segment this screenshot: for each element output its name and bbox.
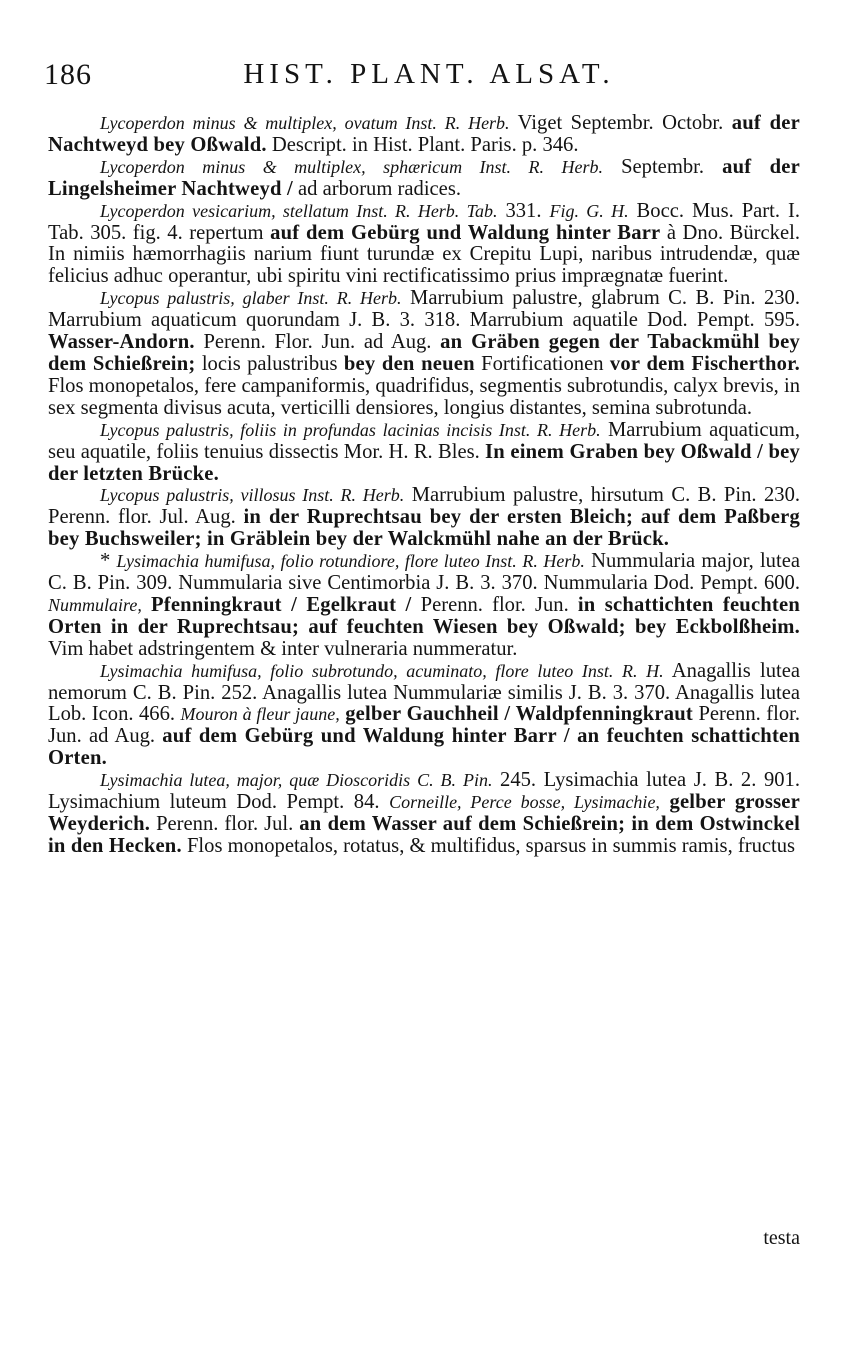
description-text: Marrubium aquaticum, seu aquatile, foliis tenuius dissectis Mor. H. R. Bles. (48, 418, 800, 463)
description-text: locis palustribus (195, 352, 344, 375)
german-locality-text: auf dem Gebürg und Waldung hinter Barr (270, 221, 661, 244)
german-locality-text: gelber Gauchheil / Waldpfenningkraut (345, 703, 693, 726)
running-title: HIST. PLANT. ALSAT. (243, 58, 615, 90)
german-locality-text: auf der Nachtweyd bey Oßwald. (48, 112, 800, 156)
description-text: à Dno. Bürckel. In nimiis hæmorrhagiis narium fiunt turundæ ex Crepitu Lupi, naribus intrudendæ, quæ felicius adhuc operantur, ubi spiritu vini rectificatissimo prius imprægnatæ fuerint. (48, 221, 800, 288)
species-name-text: Lysimachia humifusa, folio subrotundo, acuminato, flore luteo Inst. R. H. (100, 660, 664, 681)
description-text: Septembr. (602, 155, 723, 178)
description-text: Vim habet adstringentem & inter vulneraria nummeratur. (48, 637, 518, 660)
species-name-text: Lysimachia lutea, major, quæ Dioscoridis C. B. Pin. (100, 770, 493, 791)
species-name-text: Corneille, Perce bosse, Lysimachie, (389, 792, 660, 813)
species-name-text: Mouron à fleur jaune, (180, 704, 340, 725)
description-text: Perenn. Flor. Jun. ad Aug. (194, 331, 441, 354)
description-text: Perenn. flor. Jul. (150, 813, 300, 835)
botanical-entry (48, 201, 800, 289)
description-text: Flos monopetalos, fere campaniformis, quadrifidus, segmentis subrotundis, calyx brevis, in sex segmenta divisus acuta, verticilli densiores, longius distantes, semina subrotunda. (48, 374, 800, 419)
german-locality-text: Pfenningkraut / Egelkraut / (150, 593, 412, 616)
botanical-entry (48, 157, 800, 201)
entry-paragraph (48, 113, 800, 157)
description-text: 331. (497, 199, 550, 222)
botanical-entry (48, 420, 800, 486)
german-locality-text: vor dem Fischerthor. (609, 352, 800, 375)
entry-paragraph (48, 420, 800, 486)
species-name-text: Lycopus palustris, glaber Inst. R. Herb. (100, 288, 402, 309)
catchword: testa (763, 1227, 800, 1249)
description-text: Fortificationen (474, 352, 610, 375)
german-locality-text: bey den neuen (343, 352, 475, 375)
species-name-text: Lycoperdon minus & multiplex, sphæricum Inst. R. Herb. (100, 156, 603, 177)
german-locality-text: gelber grosser Weyderich. (48, 791, 800, 835)
entry-paragraph (48, 661, 800, 771)
description-text (142, 594, 151, 616)
species-name-text: Lycoperdon vesicarium, stellatum Inst. R. Herb. Tab. (100, 200, 498, 221)
species-name-text: Lycoperdon minus & multiplex, ovatum Inst. R. Herb. (100, 113, 510, 133)
description-text: Perenn. flor. Jun. (411, 593, 578, 616)
german-locality-text: in der Ruprechtsau bey der ersten Bleich; auf dem Paßberg bey Buchsweiler; in Gräblein bey der Walckmühl nahe an der Brück. (48, 506, 800, 551)
german-locality-text: Wasser-Andorn. (48, 331, 195, 354)
species-name-text: Nummulaire, (48, 594, 142, 615)
botanical-entry (48, 770, 800, 858)
botanical-entry (48, 551, 800, 661)
entry-paragraph (48, 201, 800, 289)
description-text: Nummularia major, lutea C. B. Pin. 309. Nummularia sive Centimorbia J. B. 3. 370. Nummularia Dod. Pempt. 600. (48, 550, 800, 595)
botanical-entry (48, 485, 800, 551)
page-number: 186 (44, 58, 92, 91)
body-text (48, 113, 800, 858)
german-locality-text: auf der Lingelsheimer Nachtweyd / (48, 155, 800, 200)
entry-paragraph (48, 770, 800, 858)
description-text: Perenn. flor. Jun. ad Aug. (48, 703, 800, 748)
entry-paragraph (48, 157, 800, 201)
entry-paragraph (48, 551, 800, 661)
botanical-entry (48, 661, 800, 771)
species-name-text: Lycopus palustris, foliis in profundas lacinias incisis Inst. R. Herb. (100, 419, 601, 440)
botanical-entry (48, 113, 800, 157)
species-name-text: Lycopus palustris, villosus Inst. R. Herb. (100, 485, 405, 506)
german-locality-text: an dem Wasser auf dem Schießrein; in dem Ostwinckel in den Hecken. (48, 813, 801, 857)
entry-paragraph (48, 485, 800, 551)
description-text: 245. Lysimachia lutea J. B. 2. 901. Lysimachium luteum Dod. Pempt. 84. (48, 769, 800, 814)
entry-paragraph (48, 288, 800, 419)
description-text: * (100, 550, 117, 573)
german-locality-text: auf dem Gebürg und Waldung hinter Barr / an feuchten schattichten Orten. (48, 725, 801, 770)
description-text: Descript. in Hist. Plant. Paris. p. 346. (266, 133, 579, 156)
page-header (44, 58, 814, 102)
description-text: Marrubium palustre, hirsutum C. B. Pin. 230. Perenn. flor. Jul. Aug. (48, 484, 801, 529)
description-text: Bocc. Mus. Part. I. Tab. 305. fig. 4. repertum (48, 199, 800, 244)
description-text: ad arborum radices. (292, 177, 461, 200)
description-text: Viget Septembr. Octobr. (509, 112, 732, 134)
description-text: Marrubium palustre, glabrum C. B. Pin. 230. Marrubium aquaticum quorundam J. B. 3. 318. Marrubium aquatile Dod. Pempt. 595. (48, 287, 800, 332)
german-locality-text: in schattichten feuchten Orten in der Ruprechtsau; auf feuchten Wiesen bey Oßwald; bey Eckbolßheim. (48, 593, 800, 638)
species-name-text: Fig. G. H. (549, 200, 629, 221)
botanical-entry (48, 288, 800, 419)
description-text: Flos monopetalos, rotatus, & multifidus, sparsus in summis ramis, fructus (181, 834, 796, 857)
german-locality-text: an Gräben gegen der Tabackmühl bey dem Schießrein; (48, 331, 800, 375)
species-name-text: Lysimachia humifusa, folio rotundiore, flore luteo Inst. R. Herb. (116, 551, 585, 572)
german-locality-text: In einem Graben bey Oßwald / bey der letzten Brücke. (48, 440, 800, 485)
description-text: Anagallis lutea nemorum C. B. Pin. 252. Anagallis lutea Nummulariæ similis J. B. 3. 370. Anagallis lutea Lob. Icon. 466. (48, 659, 800, 726)
